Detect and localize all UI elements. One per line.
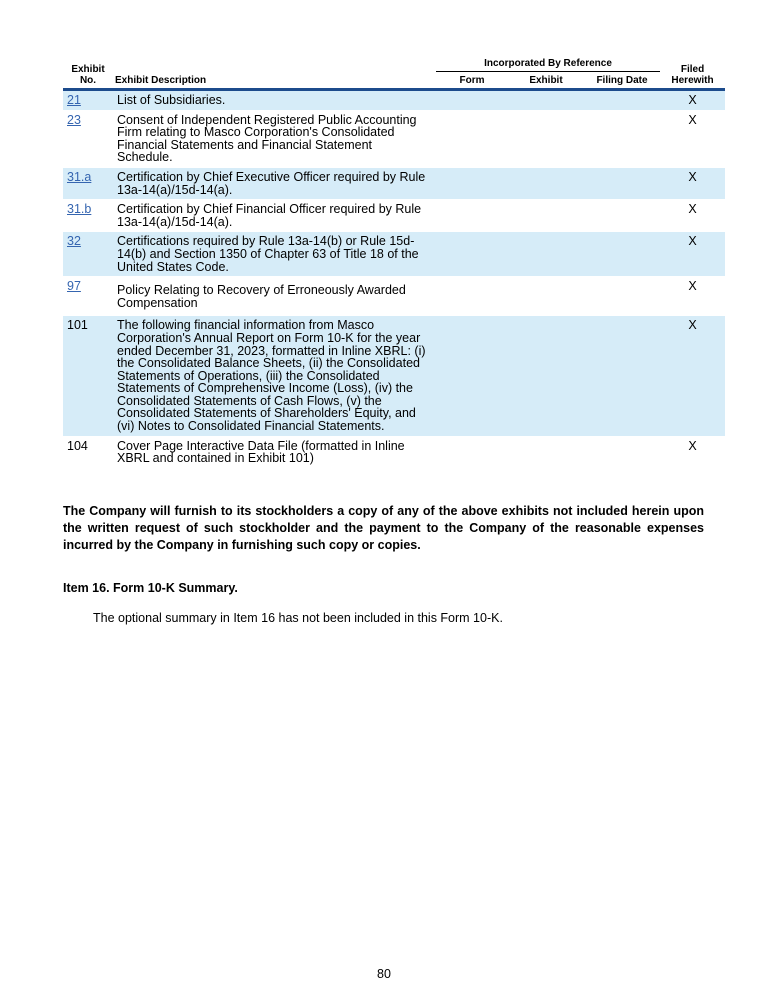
exhibit-number: 104 — [63, 436, 113, 468]
header-exhibit-no: Exhibit No. — [63, 58, 113, 90]
filing-date-cell — [584, 90, 660, 111]
filing-date-cell — [584, 200, 660, 232]
exhibit-link[interactable]: 23 — [67, 112, 81, 127]
item16-text: The optional summary in Item 16 has not been included in this Form 10-K. — [93, 611, 503, 625]
page-number: 80 — [377, 967, 391, 981]
exhibit-cell — [508, 316, 584, 436]
table-row — [63, 277, 725, 316]
exhibit-cell — [508, 90, 584, 111]
filing-date-cell — [584, 232, 660, 277]
exhibit-cell — [508, 167, 584, 199]
header-incorporated-by-reference: Incorporated By Reference — [436, 58, 660, 72]
filing-date-cell — [584, 277, 660, 316]
exhibit-cell — [508, 436, 584, 468]
exhibit-description: Consent of Independent Registered Public Accounting Firm relating to Masco Corporation's Consolidated Financial Statements and Financial Statement Schedule. — [113, 110, 433, 167]
filed-herewith-mark: X — [660, 316, 725, 436]
exhibit-table — [63, 58, 725, 469]
filed-herewith-mark: X — [660, 167, 725, 199]
exhibit-number: 101 — [63, 316, 113, 436]
filing-date-cell — [584, 110, 660, 167]
exhibit-description: Certification by Chief Financial Officer required by Rule 13a-14(a)/15d-14(a). — [113, 200, 433, 232]
exhibit-cell — [508, 277, 584, 316]
exhibit-cell — [508, 110, 584, 167]
exhibit-table-container — [63, 58, 725, 469]
table-row — [63, 436, 725, 468]
filed-herewith-mark: X — [660, 200, 725, 232]
filing-date-cell — [584, 167, 660, 199]
exhibit-link[interactable]: 32 — [67, 234, 81, 249]
form-cell — [436, 436, 508, 468]
form-cell — [436, 277, 508, 316]
filed-herewith-mark: X — [660, 436, 725, 468]
exhibit-description: Cover Page Interactive Data File (formatted in Inline XBRL and contained in Exhibit 101) — [113, 436, 433, 468]
table-row — [63, 316, 725, 436]
table-row — [63, 90, 725, 111]
filing-date-cell — [584, 316, 660, 436]
exhibit-description: Certification by Chief Executive Officer required by Rule 13a-14(a)/15d-14(a). — [113, 167, 433, 199]
filed-herewith-mark: X — [660, 110, 725, 167]
table-row — [63, 232, 725, 277]
form-cell — [436, 200, 508, 232]
furnish-exhibits-note: The Company will furnish to its stockholders a copy of any of the above exhibits not included herein upon the written request of such stockholder and the payment to the Company of the reasonable expenses incurred by the Company in furnishing such copy or copies. — [63, 504, 704, 552]
exhibit-link[interactable]: 21 — [67, 93, 81, 107]
filing-date-cell — [584, 436, 660, 468]
table-row — [63, 110, 725, 167]
header-form: Form — [436, 72, 508, 90]
form-cell — [436, 110, 508, 167]
header-exhibit-description: Exhibit Description — [113, 58, 433, 90]
form-cell — [436, 167, 508, 199]
header-filed-herewith: Filed Herewith — [660, 58, 725, 90]
exhibit-link[interactable]: 31.a — [67, 169, 92, 184]
form-cell — [436, 90, 508, 111]
exhibit-description: Certifications required by Rule 13a-14(b) or Rule 15d-14(b) and Section 1350 of Chapter 63 of Title 18 of the United States Code. — [113, 232, 433, 277]
header-exhibit: Exhibit — [508, 72, 584, 90]
exhibit-cell — [508, 232, 584, 277]
form-cell — [436, 232, 508, 277]
form-cell — [436, 316, 508, 436]
exhibit-link[interactable]: 97 — [67, 279, 81, 294]
exhibit-description: The following financial information from Masco Corporation's Annual Report on Form 10-K for the year ended December 31, 2023, formatted in Inline XBRL: (i) the Consolidated Balance Sheets, (ii) the Consolidated Statements of Operations, (iii) the Consolidated Statements of Comprehensive Income (Loss), (iv) the Consolidated Statements of Cash Flows, (v) the Consolidated Statements of Shareholders' Equity, and (vi) Notes to Consolidated Financial Statements. — [113, 316, 433, 436]
filed-herewith-mark: X — [660, 277, 725, 316]
exhibit-cell — [508, 200, 584, 232]
filed-herewith-mark: X — [660, 232, 725, 277]
item16-heading: Item 16. Form 10-K Summary. — [63, 581, 238, 595]
filed-herewith-mark: X — [660, 90, 725, 111]
header-filing-date: Filing Date — [584, 72, 660, 90]
table-row — [63, 167, 725, 199]
exhibit-description: Policy Relating to Recovery of Erroneously Awarded Compensation — [113, 277, 433, 316]
table-row — [63, 200, 725, 232]
exhibit-link[interactable]: 31.b — [67, 202, 92, 217]
exhibit-description: List of Subsidiaries. — [113, 90, 433, 111]
